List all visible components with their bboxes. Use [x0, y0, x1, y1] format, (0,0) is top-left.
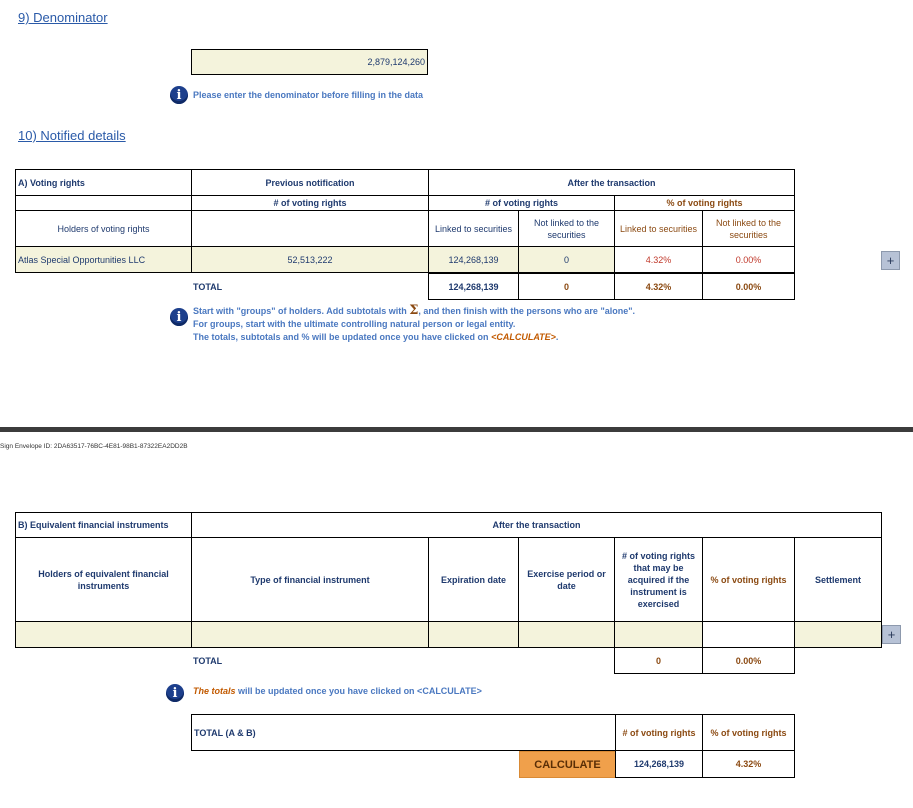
total-ab-pct-header: % of voting rights	[702, 714, 795, 751]
settlement-header: Settlement	[794, 537, 882, 622]
sigma-icon: Σ	[409, 303, 419, 318]
calculate-reference: <CALCULATE>	[491, 332, 556, 342]
info-icon: i	[170, 308, 188, 326]
table-a-title: A) Voting rights	[15, 169, 192, 196]
the-totals-text: The totals	[193, 686, 236, 696]
section-9-title[interactable]: 9) Denominator	[18, 10, 108, 25]
table-b-total-num: 0	[614, 647, 703, 674]
prev-num-voting-rights-header: # of voting rights	[191, 195, 429, 211]
holders-of-voting-rights-header: Holders of voting rights	[15, 210, 192, 247]
table-b-title: B) Equivalent financial instruments	[15, 512, 192, 538]
add-holder-row-button[interactable]: +	[881, 251, 900, 270]
type-instrument-header: Type of financial instrument	[191, 537, 429, 622]
pct-not-linked-securities-header: Not linked to the securities	[702, 210, 795, 247]
exercise-period-header: Exercise period or date	[518, 537, 615, 622]
settlement-cell[interactable]	[794, 621, 882, 648]
table-b-total-pct: 0.00%	[702, 647, 795, 674]
pct-linked-securities-header: Linked to securities	[614, 210, 703, 247]
calculate-button[interactable]: CALCULATE	[519, 751, 616, 778]
equiv-pct-cell	[702, 621, 795, 648]
info-icon: i	[166, 684, 184, 702]
total-a-b-label: TOTAL (A & B)	[191, 714, 616, 751]
table-a-info-line-1	[193, 304, 635, 318]
denominator-input[interactable]	[191, 49, 428, 75]
total-linked-cell: 124,268,139	[428, 273, 519, 300]
total-pct-not-linked-cell: 0.00%	[702, 273, 795, 300]
holders-header-spacer	[15, 195, 192, 211]
expiration-date-cell[interactable]	[428, 621, 519, 648]
not-linked-securities-cell[interactable]: 0	[518, 246, 615, 273]
pct-not-linked-cell: 0.00%	[702, 246, 795, 273]
section-10-title[interactable]: 10) Notified details	[18, 128, 126, 143]
equiv-holder-cell[interactable]	[15, 621, 192, 648]
pct-linked-cell: 4.32%	[614, 246, 703, 273]
previous-notification-cell[interactable]: 52,513,222	[191, 246, 429, 273]
info-line-3-start: The totals, subtotals and % will be updated once you have clicked on	[193, 332, 489, 342]
table-b-total-label: TOTAL	[193, 655, 223, 666]
num-rights-acquired-header: # of voting rights that may be acquired if the instrument is exercised	[614, 537, 703, 622]
table-b-pct-header: % of voting rights	[702, 537, 795, 622]
table-a-info-line-2: For groups, start with the ultimate controlling natural person or legal entity.	[193, 319, 516, 329]
table-b-after-transaction-header: After the transaction	[191, 512, 882, 538]
not-linked-securities-header: Not linked to the securities	[518, 210, 615, 247]
table-a-info	[193, 304, 635, 344]
after-transaction-header: After the transaction	[428, 169, 795, 196]
add-instrument-row-button[interactable]: +	[882, 625, 901, 644]
prev-subheader-blank	[191, 210, 429, 247]
denominator-value: 2,879,124,260	[367, 57, 425, 67]
previous-notification-header: Previous notification	[191, 169, 429, 196]
total-ab-pct-value: 4.32%	[702, 750, 795, 778]
table-b-info-rest: will be updated once you have clicked on <CALCULATE>	[235, 686, 482, 696]
holder-name-cell[interactable]: Atlas Special Opportunities LLC	[15, 246, 192, 273]
info-line-3-end: .	[555, 332, 559, 342]
exercise-period-cell[interactable]	[518, 621, 615, 648]
total-ab-num-value: 124,268,139	[615, 750, 703, 778]
table-a-total-label: TOTAL	[193, 281, 223, 292]
num-rights-cell[interactable]	[614, 621, 703, 648]
expiration-date-header: Expiration date	[428, 537, 519, 622]
pct-voting-rights-header: % of voting rights	[614, 195, 795, 211]
table-a-info-line-3	[193, 331, 635, 344]
info-line-1-end: , and then finish with the persons who are "alone".	[418, 306, 635, 316]
page-divider	[0, 427, 913, 432]
holders-equivalent-header: Holders of equivalent financial instruments	[15, 537, 192, 622]
total-ab-num-header: # of voting rights	[615, 714, 703, 751]
linked-securities-header: Linked to securities	[428, 210, 519, 247]
info-line-1-start: Start with "groups" of holders. Add subtotals with	[193, 306, 407, 316]
after-num-voting-rights-header: # of voting rights	[428, 195, 615, 211]
total-pct-linked-cell: 4.32%	[614, 273, 703, 300]
denominator-info: Please enter the denominator before filling in the data	[193, 90, 424, 100]
table-b-info	[193, 685, 482, 698]
info-icon: i	[170, 86, 188, 104]
linked-securities-cell[interactable]: 124,268,139	[428, 246, 519, 273]
total-not-linked-cell: 0	[518, 273, 615, 300]
envelope-id: Sign Envelope ID: 2DA63517-76BC-4E81-98B1-87322EA2DD2B	[0, 443, 188, 450]
instrument-type-cell[interactable]	[191, 621, 429, 648]
